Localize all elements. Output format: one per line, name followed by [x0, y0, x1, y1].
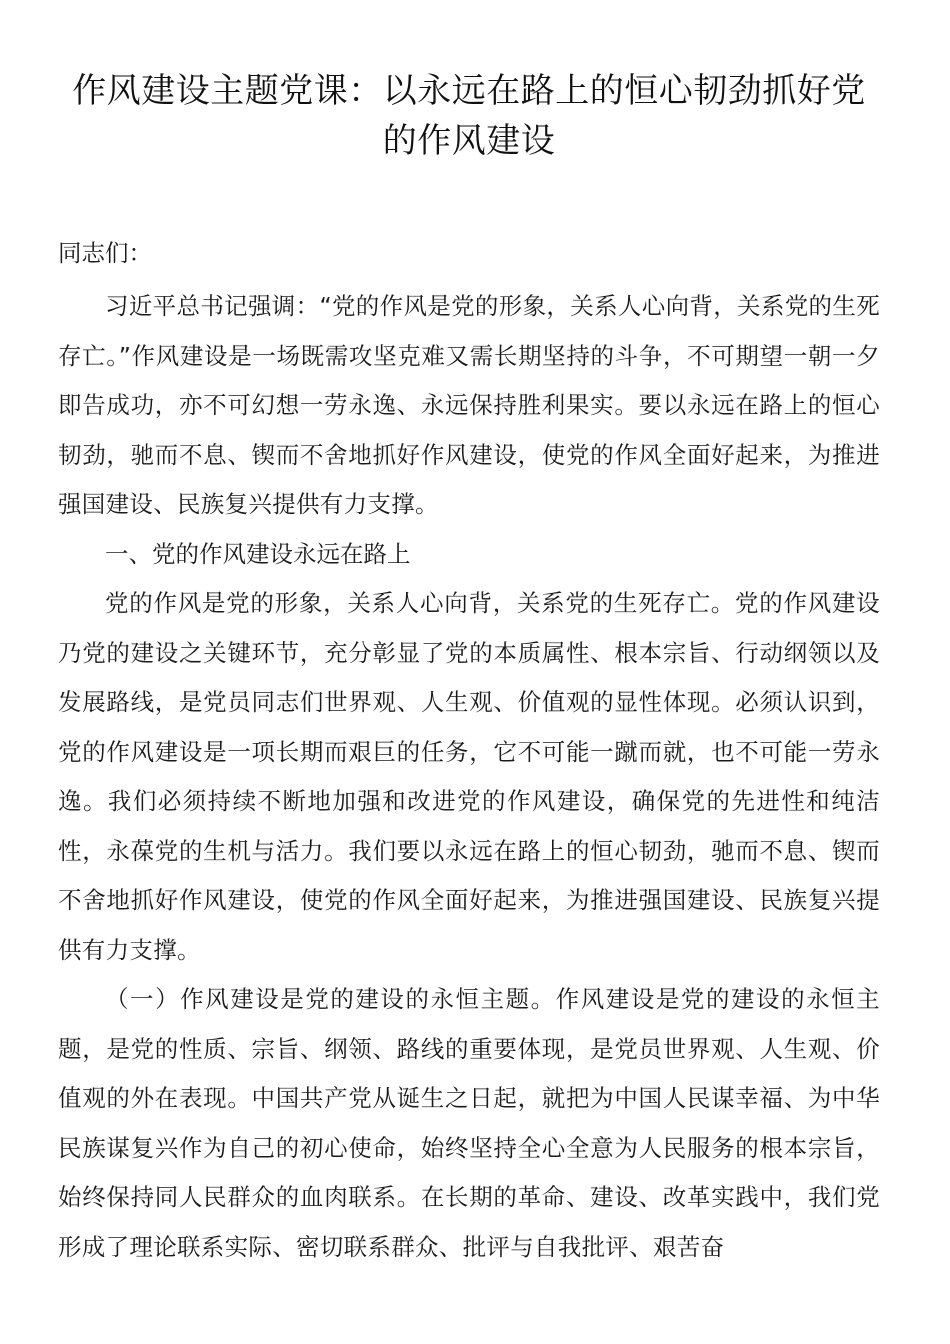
document-body — [58, 282, 880, 1272]
paragraph-section-body: 党的作风是党的形象，关系人心向背，关系党的生死存亡。党的作风建设乃党的建设之关键环节，充分彰显了党的本质属性、根本宗旨、行动纲领以及发展路线，是党员同志们世界观、人生观、价值观的显性体现。必须认识到，党的作风建设是一项长期而艰巨的任务，它不可能一蹴而就，也不可能一劳永逸。我们必须持续不断地加强和改进党的作风建设，确保党的先进性和纯洁性，永葆党的生机与活力。我们要以永远在路上的恒心韧劲，驰而不息、锲而不舍地抓好作风建设，使党的作风全面好起来，为推进强国建设、民族复兴提供有力支撑。 — [58, 589, 880, 964]
section-heading: 一、党的作风建设永远在路上 — [105, 539, 411, 568]
salutation: 同志们： — [58, 239, 152, 267]
document-title: 作风建设主题党课：以永远在路上的恒心韧劲抓好党的作风建设 — [72, 71, 866, 161]
paragraph-intro: 习近平总书记强调：“党的作风是党的形象，关系人心向背，关系党的生死存亡。”作风建设是一场既需攻坚克难又需长期坚持的斗争，不可期望一朝一夕即告成功，亦不可幻想一劳永逸、永远保持胜利果实。要以永远在路上的恒心韧劲，驰而不息、锲而不舍地抓好作风建设，使党的作风全面好起来，为推进强国建设、民族复兴提供有力支撑。 — [58, 292, 880, 518]
paragraph-subsection-1: （一）作风建设是党的建设的永恒主题。作风建设是党的建设的永恒主题，是党的性质、宗旨、纲领、路线的重要体现，是党员世界观、人生观、价值观的外在表现。中国共产党从诞生之日起，就把为中国人民谋幸福、为中华民族谋复兴作为自己的初心使命，始终坚持全心全意为人民服务的根本宗旨，始终保持同人民群众的血肉联系。在长期的革命、建设、改革实践中，我们党形成了理论联系实际、密切联系群众、批评与自我批评、艰苦奋 — [58, 985, 880, 1261]
document-page — [58, 66, 880, 1272]
